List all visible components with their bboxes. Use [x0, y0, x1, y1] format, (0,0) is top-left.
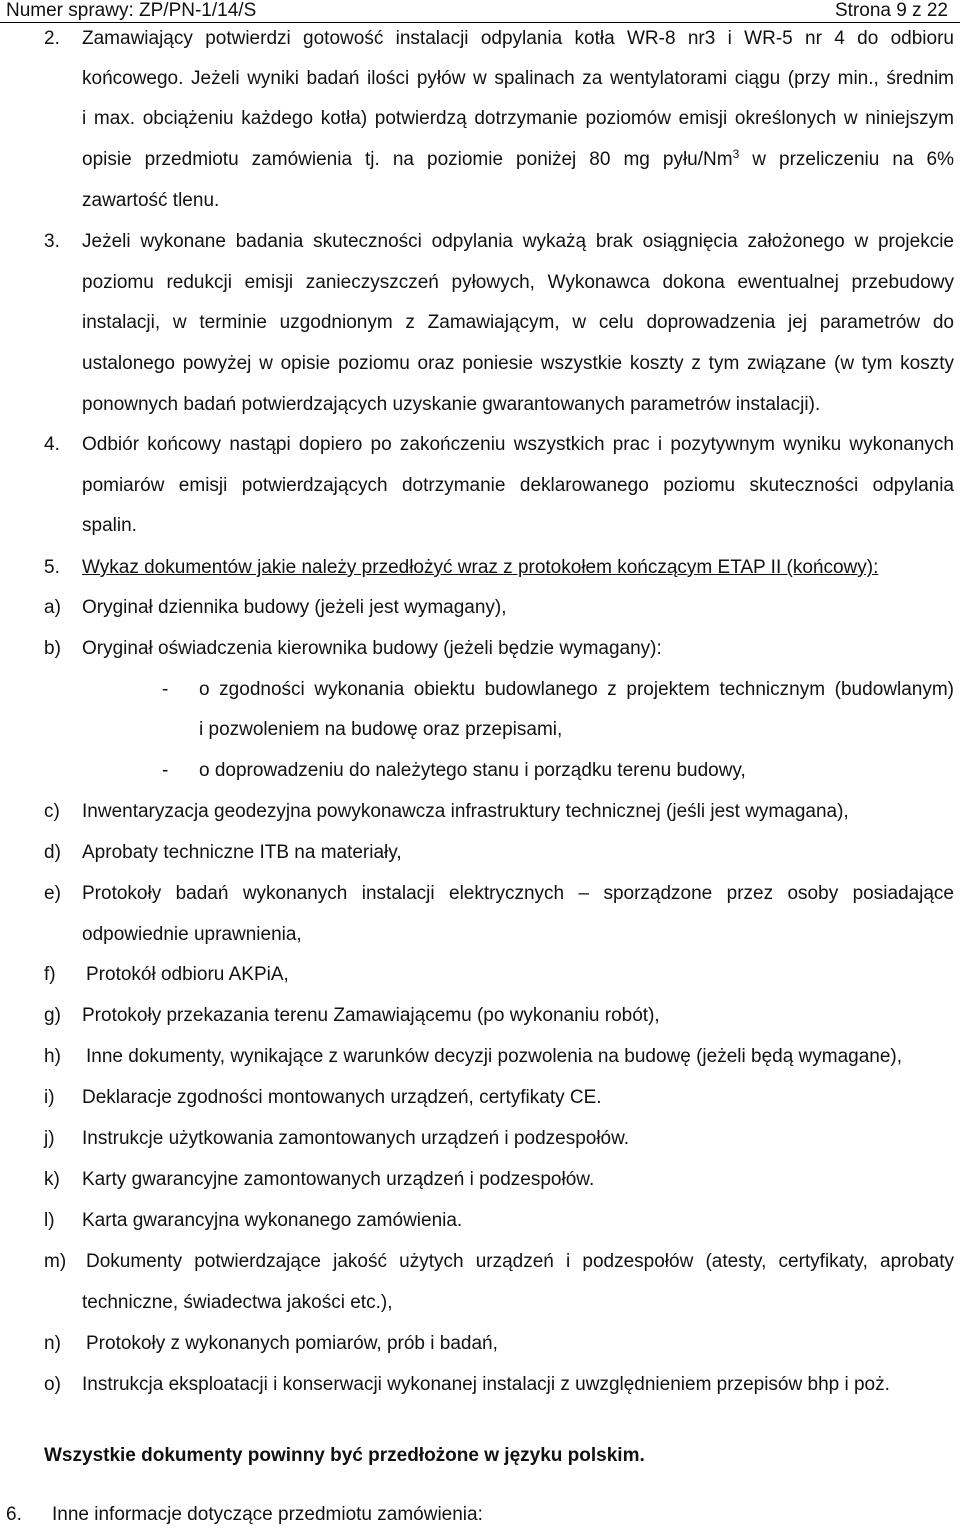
- section-heading: Inne informacje dotyczące przedmiotu zamówienia:: [52, 1504, 483, 1525]
- closing-note: Wszystkie dokumenty powinny być przedłożone w języku polskim.: [44, 1445, 645, 1466]
- list-item: Deklaracje zgodności montowanych urządzeń, certyfikaty CE.: [82, 1087, 602, 1108]
- paragraph-line: Zamawiający potwierdzi gotowość instalacji odpylania kotła WR-8 nr3 i WR-5 nr 4 do odbioru: [82, 28, 954, 49]
- header-rule: [0, 22, 960, 23]
- list-marker: m): [44, 1251, 67, 1272]
- list-item: Protokoły badań wykonanych instalacji elektrycznych – sporządzone przez osoby posiadające: [82, 883, 954, 904]
- list-item: Protokoły przekazania terenu Zamawiającemu (po wykonaniu robót),: [82, 1005, 660, 1026]
- list-marker: l): [44, 1210, 55, 1231]
- list-item: Karta gwarancyjna wykonanego zamówienia.: [82, 1210, 463, 1231]
- item-number: 5.: [44, 557, 60, 578]
- list-marker: i): [44, 1087, 55, 1108]
- paragraph-line: pomiarów emisji potwierdzających dotrzymanie deklarowanego poziomu skuteczności odpylania: [82, 475, 954, 496]
- sub-list-item: o doprowadzeniu do należytego stanu i porządku terenu budowy,: [199, 760, 746, 781]
- paragraph-line: opisie przedmiotu zamówienia tj. na poziomie poniżej 80 mg pyłu/Nm$^3$ w przeliczeniu na 6%: [82, 147, 954, 170]
- item-number: 3.: [44, 231, 60, 252]
- paragraph-line: Odbiór końcowy nastąpi dopiero po zakończeniu wszystkich prac i pozytywnym wyniku wykonanych: [82, 434, 954, 455]
- dash-marker: -: [162, 679, 169, 700]
- superscript: 3: [732, 147, 740, 161]
- list-item: odpowiednie uprawnienia,: [82, 924, 302, 945]
- list-item: Oryginał dziennika budowy (jeżeli jest wymagany),: [82, 597, 507, 618]
- dash-marker: -: [162, 760, 169, 781]
- list-item: Karty gwarancyjne zamontowanych urządzeń i podzespołów.: [82, 1169, 595, 1190]
- list-item: Instrukcje użytkowania zamontowanych urządzeń i podzespołów.: [82, 1128, 630, 1149]
- list-marker: n): [44, 1333, 61, 1354]
- page-header: [0, 0, 960, 24]
- list-item: Oryginał oświadczenia kierownika budowy (jeżeli będzie wymagany):: [82, 638, 662, 659]
- list-marker: o): [44, 1374, 61, 1395]
- sub-list-item: i pozwoleniem na budowę oraz przepisami,: [199, 719, 563, 740]
- item-number: 6.: [6, 1504, 22, 1525]
- paragraph-line: spalin.: [82, 515, 137, 536]
- list-item: Protokół odbioru AKPiA,: [86, 964, 289, 985]
- list-marker: j): [44, 1128, 55, 1149]
- list-marker: h): [44, 1046, 61, 1067]
- list-marker: a): [44, 597, 61, 618]
- paragraph-line: ustalonego powyżej w opisie poziomu oraz poniesie wszystkie koszty z tym związane (w tym koszty: [82, 353, 954, 374]
- list-marker: c): [44, 801, 60, 822]
- section-heading: Wykaz dokumentów jakie należy przedłożyć wraz z protokołem kończącym ETAP II (końcowy):: [82, 557, 879, 578]
- list-marker: k): [44, 1169, 60, 1190]
- paragraph-line: końcowego. Jeżeli wyniki badań ilości pyłów w spalinach za wentylatorami ciągu (przy min., średnim: [82, 68, 954, 89]
- list-item: Inne dokumenty, wynikające z warunków decyzji pozwolenia na budowę (jeżeli będą wymagane),: [86, 1046, 903, 1067]
- list-marker: f): [44, 964, 56, 985]
- list-item: Protokoły z wykonanych pomiarów, prób i badań,: [86, 1333, 498, 1354]
- paragraph-line: instalacji, w terminie uzgodnionym z Zamawiającym, w celu doprowadzenia jej parametrów do: [82, 312, 954, 333]
- paragraph-line: ponownych badań potwierdzających uzyskanie gwarantowanych parametrów instalacji).: [82, 394, 821, 415]
- item-number: 4.: [44, 434, 60, 455]
- item-number: 2.: [44, 28, 60, 49]
- list-marker: g): [44, 1005, 61, 1026]
- list-item: Instrukcja eksploatacji i konserwacji wykonanej instalacji z uwzględnieniem przepisów bhp i poż.: [82, 1374, 890, 1395]
- case-number: Numer sprawy: ZP/PN-1/14/S: [6, 0, 257, 21]
- page-number: Strona 9 z 22: [834, 0, 948, 21]
- paragraph-line: poziomu redukcji emisji zanieczyszczeń pyłowych, Wykonawca dokona ewentualnej przebudowy: [82, 272, 954, 293]
- list-item: techniczne, świadectwa jakości etc.),: [82, 1292, 393, 1313]
- list-item: Dokumenty potwierdzające jakość użytych urządzeń i podzespołów (atesty, certyfikaty, aprobaty: [86, 1251, 954, 1272]
- list-item: Inwentaryzacja geodezyjna powykonawcza infrastruktury technicznej (jeśli jest wymagana),: [82, 801, 849, 822]
- list-marker: d): [44, 842, 61, 863]
- list-marker: e): [44, 883, 61, 904]
- paragraph-line: Jeżeli wykonane badania skuteczności odpylania wykażą brak osiągnięcia założonego w projekcie: [82, 231, 954, 252]
- paragraph-line: i max. obciążeniu każdego kotła) potwierdzą dotrzymanie poziomów emisji określonych w niniejszym: [82, 108, 954, 129]
- list-marker: b): [44, 638, 61, 659]
- sub-list-item: o zgodności wykonania obiektu budowlanego z projektem technicznym (budowlanym): [199, 679, 954, 700]
- list-item: Aprobaty techniczne ITB na materiały,: [82, 842, 402, 863]
- paragraph-line: zawartość tlenu.: [82, 190, 220, 211]
